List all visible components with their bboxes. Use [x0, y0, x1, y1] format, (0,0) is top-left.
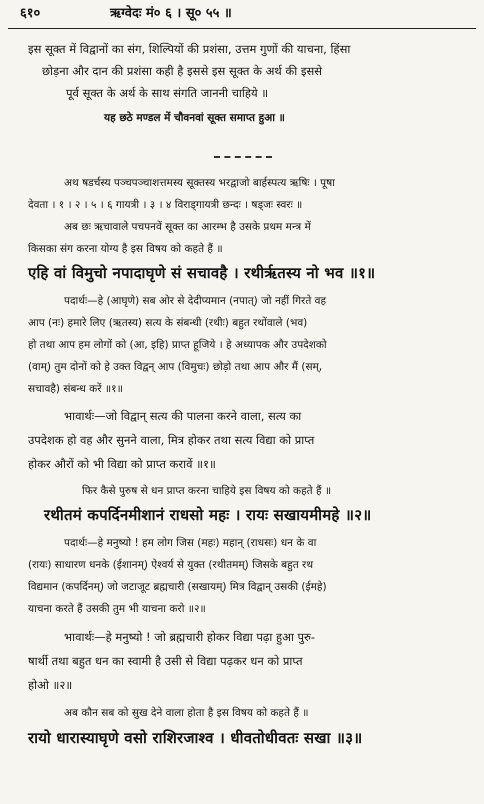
completion-line: यह छठे मण्डल में चौवनवां सूक्त समाप्त हुआ ॥: [104, 112, 285, 124]
intro-line: देवता । १ । २ । ५ । ६ गायत्री । ३ । ४ विराड्गायत्री छन्दः । षड्जः स्वरः ॥: [28, 199, 303, 211]
bhavartha-line: षार्थी तथा बहुत धन का स्वामी है उसी से विद्या पढ़कर धन को प्राप्त: [28, 654, 303, 668]
intro-line: किसका संग करना योग्य है इस विषय को कहते हैं ॥: [28, 243, 223, 255]
mantra-verse-1: एहि वां विमुचो नपादाघृणे सं सचावहै । रथीर्ऋतस्य नो भव ॥१॥: [28, 264, 376, 282]
padartha-line: आप (नः) हमारे लिए (ऋतस्य) सत्य के संबन्धी (रथीः) बहुत रथोंवाले (भव): [28, 317, 308, 329]
bhavartha-line: होओ ॥२॥: [28, 678, 73, 692]
padartha-line: सचावहै) संबन्ध करें ॥१॥: [28, 383, 123, 395]
intro-line: अथ षडर्चस्य पञ्चपञ्चाशत्तमस्य सूक्तस्य भरद्वाजो बार्हस्पत्य ऋषिः । पूषा: [64, 177, 335, 189]
bhavartha-line: होकर औरों को भी विद्या को प्राप्त करावें ॥१॥: [28, 457, 216, 471]
padartha-line: हो तथा आप हम लोगों को (आ, इहि) प्राप्त हूजिये । हे अध्यापक और उपदेशको: [28, 339, 327, 351]
padartha-line: (वाम्) तुम दोनों को हे उक्त विद्वन् आप (विमुचः) छोड़ो तथा आप और मैं (सम्,: [28, 361, 323, 373]
header-rule: [8, 28, 476, 29]
padartha-line: पदार्थः—हे मनुष्यो ! हम लोग जिस (महः) महान् (राधसः) धन के वा: [64, 537, 317, 549]
summary-line: इस सूक्त में विद्वानों का संग, शिल्पियों की प्रशंसा, उत्तम गुणों की याचना, हिंसा: [28, 42, 351, 56]
bhavartha-line: उपदेशक हो वह और सुनने वाला, मित्र होकर तथा सत्य विद्या को प्राप्त: [28, 433, 315, 447]
mantra-verse-2: रथीतमं कपर्दिनमीशानं राधसो महः । रायः सखायमीमहे ॥२॥: [44, 506, 372, 524]
section-divider: [214, 156, 272, 158]
mantra-verse-3: रायो धारास्याघृणे वसो राशिरजाश्व । धीवतोधीवतः सखा ॥३॥: [28, 729, 363, 747]
padartha-line: याचना करते हैं उसकी तुम भी याचना करो ॥२॥: [28, 603, 206, 615]
intro-line: अब कौन सब को सुख देने वाला होता है इस विषय को कहते हैं ॥: [64, 707, 309, 719]
running-title: ऋग्वेदः मं० ६ । सू० ५५ ॥: [110, 6, 232, 21]
bhavartha-line: भावार्थः—हे मनुष्यो ! जो ब्रह्मचारी होकर विद्या पढ़ा हुआ पुरु-: [64, 630, 316, 644]
intro-line: अब छः ऋचावाले पचपनवें सूक्त का आरम्भ है उसके प्रथम मन्त्र में: [64, 221, 311, 233]
intro-line: फिर कैसे पुरुष से धन प्राप्त करना चाहिये इस विषय को कहते हैं ॥: [82, 485, 332, 497]
summary-line: पूर्व सूक्त के अर्थ के साथ संगति जाननी चाहिये ॥: [66, 86, 269, 100]
bhavartha-line: भावार्थः—जो विद्वान् सत्य की पालना करने वाला, सत्य का: [64, 409, 302, 423]
padartha-line: विद्यमान (कपर्दिनम्) जो जटाजूट ब्रह्मचारी (सखायम्) मित्र विद्वान् उसकी (ईमहे): [28, 581, 327, 593]
page-number: ६१०: [20, 6, 41, 21]
padartha-line: (रायः) साधारण धनके (ईशानम्) ऐश्वर्य से युक्त (रथीतमम्) जिसके बहुत रथ: [28, 559, 314, 571]
summary-line: छोड़ना और दान की प्रशंसा कही है इससे इस सूक्त के अर्थ की इससे: [42, 64, 323, 78]
padartha-line: पदार्थः—हे (आघृणे) सब ओर से देदीप्यमान (नपात्) जो नहीं गिरते वह: [64, 295, 327, 307]
